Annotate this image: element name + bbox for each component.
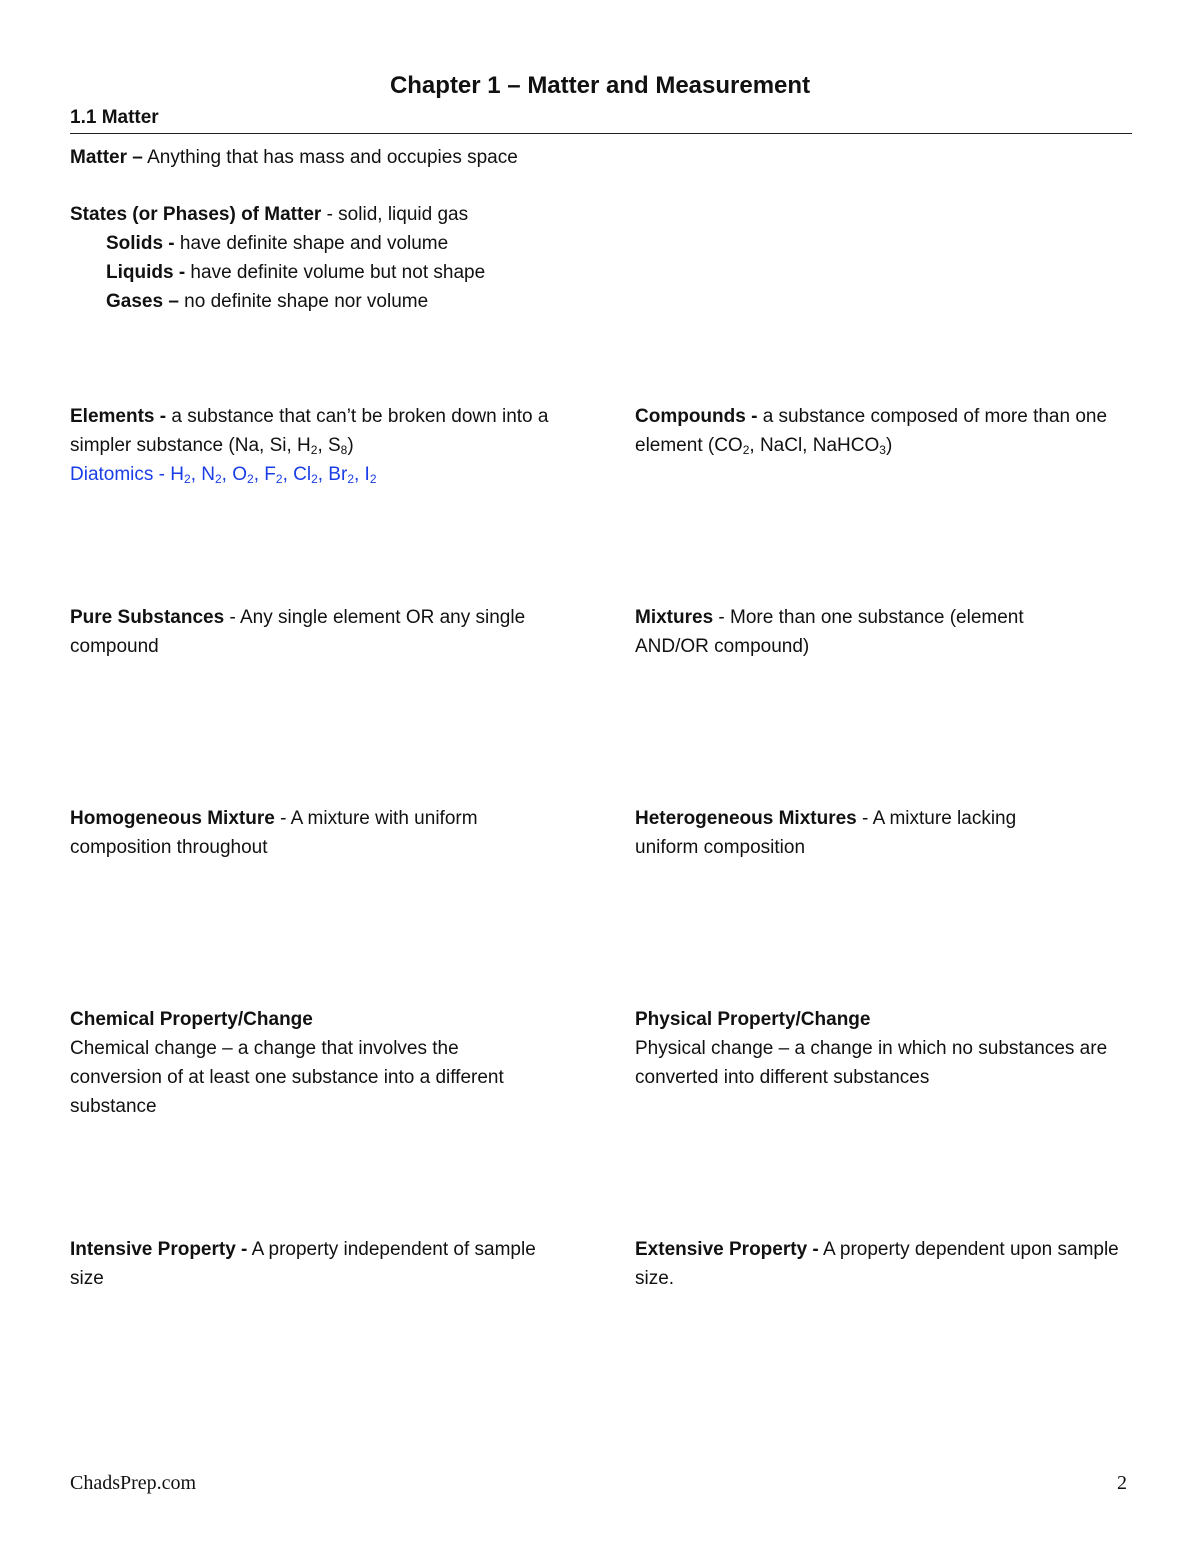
term: Intensive Property - [70,1239,248,1260]
definition: Physical change – a change in which no substances are converted into different substances [635,1038,1108,1088]
subscript: 2 [275,472,283,486]
subscript: 2 [347,472,354,486]
definition: have definite shape and volume [174,233,449,254]
definition: - Any single element OR any single compound [70,607,526,657]
term: Compounds - [635,406,758,427]
definition-end: ) [885,435,893,456]
chemical-property-definition [70,1005,520,1121]
definition: a substance that can’t be broken down into a simpler substance (Na, Si, H [70,406,549,456]
term: Mixtures [635,607,714,628]
footer-site: ChadsPrep.com [70,1472,197,1494]
subscript: 2 [369,472,377,486]
subscript: 2 [310,443,318,457]
states-line [70,200,970,229]
page-title: Chapter 1 – Matter and Measurement [389,72,811,99]
definition: A property dependent upon sample size. [635,1239,1119,1289]
term: Homogeneous Mixture [70,808,275,829]
definition: - A mixture with uniform composition throughout [70,808,478,858]
definition: a substance composed of more than one element (CO [635,406,1108,456]
term: Physical Property/Change [635,1009,871,1030]
formula-part: , F [253,464,276,485]
page-number: 2 [1117,1472,1127,1494]
definition: - solid, liquid gas [321,204,469,225]
term: Extensive Property - [635,1239,819,1260]
term: Solids - [106,233,175,254]
subscript: 2 [184,472,191,486]
formula-part: , Cl [282,464,312,485]
definition-cont: , NaCl, NaHCO [749,435,880,456]
term: Elements - [70,406,167,427]
term: Matter – [70,147,143,168]
section-heading: 1.1 Matter [70,107,159,128]
diatomics-line [70,460,580,489]
subscript: 2 [214,472,222,486]
states-of-matter [70,200,970,316]
definition-end: ) [347,435,354,456]
definition: - A mixture lacking uniform composition [635,808,1017,858]
subscript: 3 [879,443,886,457]
definition: - More than one substance (element AND/OR compound) [635,607,1024,657]
formula-part: , I [354,464,370,485]
term: States (or Phases) of Matter [70,204,322,225]
subscript: 2 [247,472,254,486]
heterogeneous-mixtures-definition [635,804,1075,862]
homogeneous-mixture-definition [70,804,545,862]
compounds-definition [635,402,1135,460]
definition: no definite shape nor volume [178,291,429,312]
formula-part: , Br [317,464,348,485]
elements-definition [70,402,580,489]
intensive-property-definition [70,1235,545,1293]
term: Chemical Property/Change [70,1009,313,1030]
formula-part: , O [221,464,248,485]
definition: Anything that has mass and occupies space [142,147,518,168]
pure-substances-definition [70,603,570,661]
definition: have definite volume but not shape [185,262,486,283]
mixtures-definition [635,603,1085,661]
state-item-liquids [70,258,970,287]
diatomics-label: Diatomics - H [70,464,185,485]
definition: Chemical change – a change that involves the conversion of at least one substance into a different substance [70,1038,504,1117]
definition: A property independent of sample size [70,1239,536,1289]
extensive-property-definition [635,1235,1125,1293]
subscript: 2 [311,472,318,486]
term: Gases – [106,291,179,312]
matter-definition [70,143,970,172]
term: Liquids - [106,262,186,283]
subscript: 8 [340,443,348,457]
term: Heterogeneous Mixtures [635,808,857,829]
state-item-gases [70,287,970,316]
subscript: 2 [742,443,750,457]
physical-property-definition [635,1005,1135,1092]
state-item-solids [70,229,970,258]
header-divider [70,133,1132,134]
definition-cont: , S [317,435,341,456]
term: Pure Substances [70,607,225,628]
formula-part: , N [190,464,215,485]
